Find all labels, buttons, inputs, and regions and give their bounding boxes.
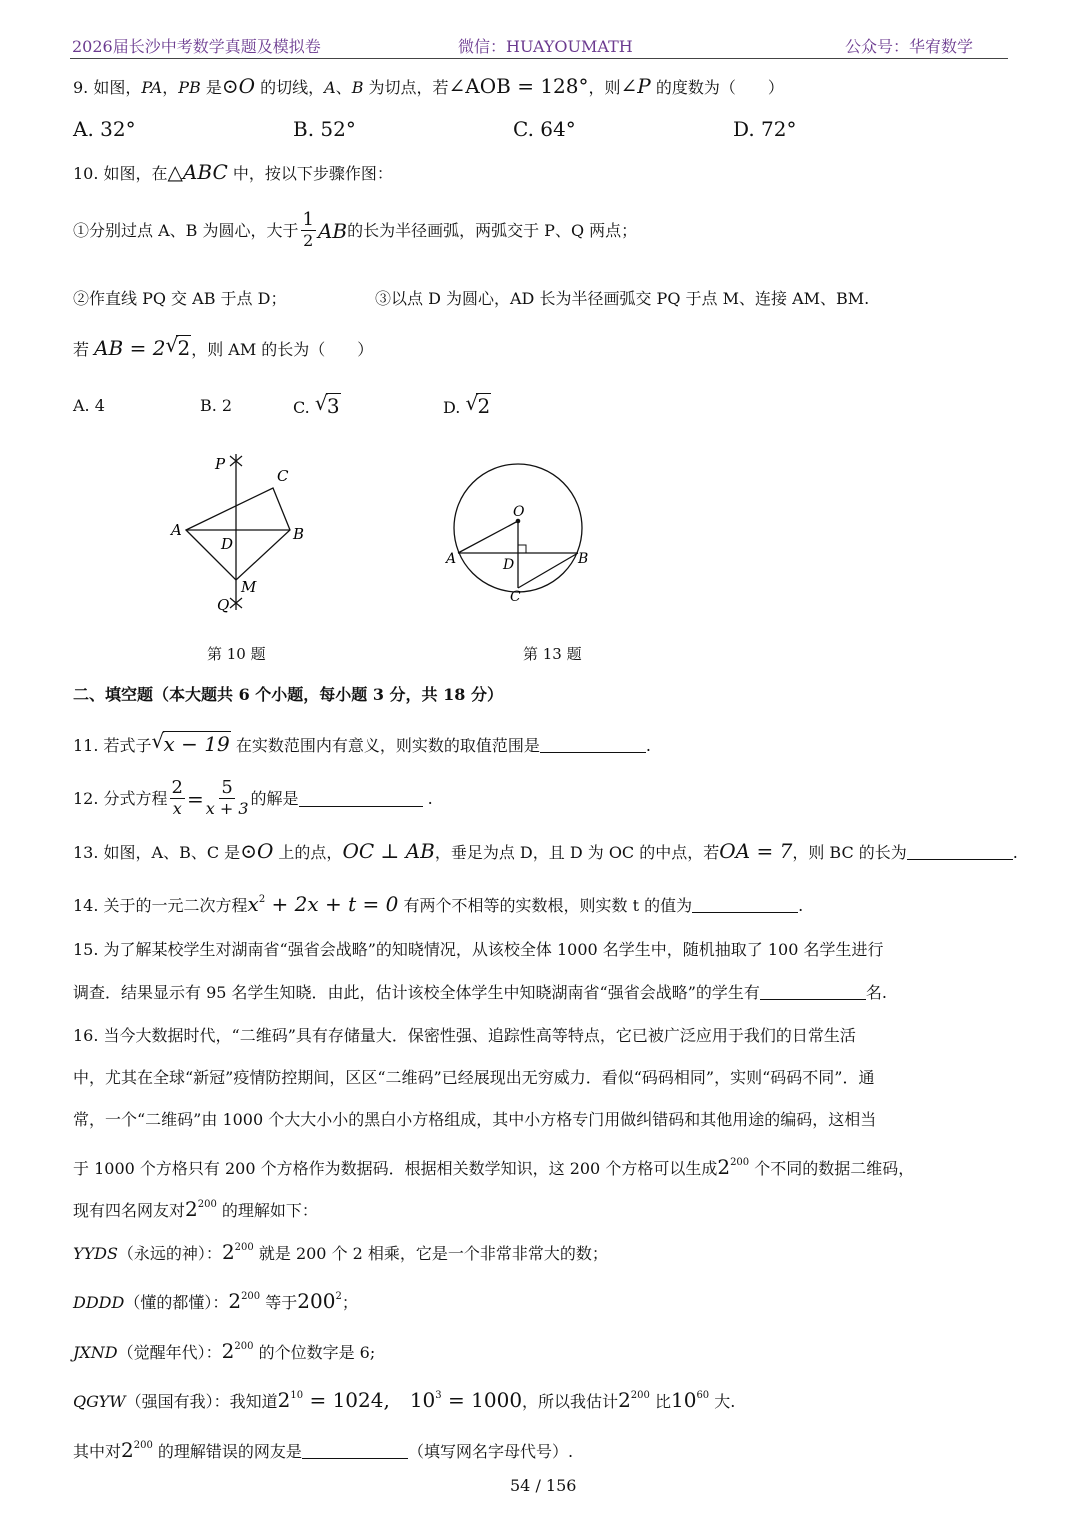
q13-answer-blank [907,843,1013,860]
figure-13 [440,450,600,610]
q16-dddd: DDDD（懂的都懂）：$2^{200}$ 等于$200^2$； [73,1289,358,1313]
q10-step3: ③以点 D 为圆心，AD 长为半径画弧交 PQ 于点 M、连接 AM、BM. [375,289,870,308]
q15-answer-blank [760,983,866,1000]
section-2-title: 二、填空题（本大题共 6 个小题，每小题 3 分，共 18 分） [73,685,503,704]
fig10-label-p: P [215,455,226,473]
fig13-label-o: O [513,504,525,520]
q10-step2: ②作直线 PQ 交 AB 于点 D； [73,289,287,308]
q16-qgyw: QGYW（强国有我）：我知道$2^{10} = 1024$, $10^3 = 1000$，所以我估计$2^{200}$ 比$10^{60}$ 大. [73,1388,736,1412]
q12-answer-blank [299,790,423,807]
fig10-label-a: A [171,521,182,539]
fraction-half: $\frac{1}{2}$ [302,209,314,250]
q11: 11. 若式子 √ x − 19 在实数范围内有意义，则实数的取值范围是 . [73,729,651,756]
q14-answer-blank [692,896,798,913]
q13: 13. 如图，A、B、C 是⊙O 上的点，OC ⊥ AB，垂足为点 D，且 D 为 OC 的中点，若OA = 7，则 BC 的长为 . [73,839,1018,863]
figure-10 [160,448,320,618]
q10-condition: 若 AB = 2 √ 2，则 AM 的长为（ ） [73,333,374,360]
q10-option-c: C. √ 3 [293,391,340,418]
fig10-label-m: M [241,578,257,596]
q16-jxnd: JXND（觉醒年代）：$2^{200}$ 的个位数字是 6; [73,1339,376,1363]
fig13-label-b: B [578,551,589,567]
header-center: 微信：HUAYOUMATH [458,37,633,56]
q16-yyds: YYDS（永远的神）：$2^{200}$ 就是 200 个 2 相乘，它是一个非常非常大的数； [73,1240,608,1264]
fig13-label-a: A [446,551,457,567]
header-left: 2026届长沙中考数学真题及模拟卷 [72,37,321,56]
q9-option-c: C. 64° [513,117,576,141]
figure-10-caption: 第 10 题 [207,645,266,663]
fig10-label-d: D [221,535,234,553]
header-rule [70,58,1008,59]
q10-stem: 10. 如图，在△ABC 中，按以下步骤作图： [73,160,393,184]
q16-line4: 于 1000 个方格只有 200 个方格作为数据码．根据相关数学知识，这 200 个方格可以生成$2^{200}$ 个不同的数据二维码， [73,1155,915,1179]
q10-option-b: B. 2 [200,396,233,415]
q14: 14. 关于的一元二次方程$x^2 + 2x + t = 0$ 有两个不相等的实数根，则实数 t 的值为 . [73,892,804,916]
q10-option-d: D. √ 2 [443,391,491,418]
q16-line3: 常，一个“二维码”由 1000 个大大小小的黑白小方格组成，其中小方格专门用做纠错码和其他用途的编码，这相当 [73,1110,877,1129]
q16-line2: 中，尤其在全球“新冠”疫情防控期间，区区“二维码”已经展现出无穷威力．看似“码码相同”，实则“码码不同”．通 [73,1068,875,1087]
page-number: 54 / 156 [510,1476,577,1495]
q16-answer-blank [302,1442,408,1459]
fig13-label-c: C [510,589,521,605]
q16-line5: 现有四名网友对$2^{200}$ 的理解如下： [73,1197,318,1221]
q10-step1: ①分别过点 A、B 为圆心，大于 $\frac{1}{2}$ AB 的长为半径画弧，两弧交于 P、Q 两点； [73,209,638,250]
figure-13-caption: 第 13 题 [523,645,582,663]
fig10-label-b: B [293,525,305,543]
q9-stem: 9. 如图，PA，PB 是⊙O 的切线，A、B 为切点，若∠AOB = 128°，则∠P 的度数为（ ） [73,74,784,98]
q15-line1: 15. 为了解某校学生对湖南省“强省会战略”的知晓情况，从该校全体 1000 名学生中，随机抽取了 100 名学生进行 [73,940,884,959]
q9-option-a: A. 32° [73,117,136,141]
q16-line1: 16. 当今大数据时代，“二维码”具有存储量大．保密性强、追踪性高等特点，它已被广泛应用于我们的日常生活 [73,1026,856,1045]
q10-option-a: A. 4 [73,396,105,415]
q15-line2: 调查．结果显示有 95 名学生知晓．由此，估计该校全体学生中知晓湖南省“强省会战略”的学生有 名. [73,983,887,1002]
fig10-label-q: Q [217,596,230,614]
q16-last: 其中对$2^{200}$ 的理解错误的网友是 （填写网名字母代号）. [73,1438,574,1462]
q9-option-b: B. 52° [293,117,356,141]
q9-option-d: D. 72° [733,117,797,141]
fig10-label-c: C [277,467,289,485]
header-right: 公众号：华宥数学 [845,37,974,56]
fig13-label-d: D [503,557,515,573]
q12: 12. 分式方程 $\frac{2}{x}$ = $\frac{5}{x + 3}$ 的解是 . [73,777,433,818]
q11-answer-blank [540,736,646,753]
